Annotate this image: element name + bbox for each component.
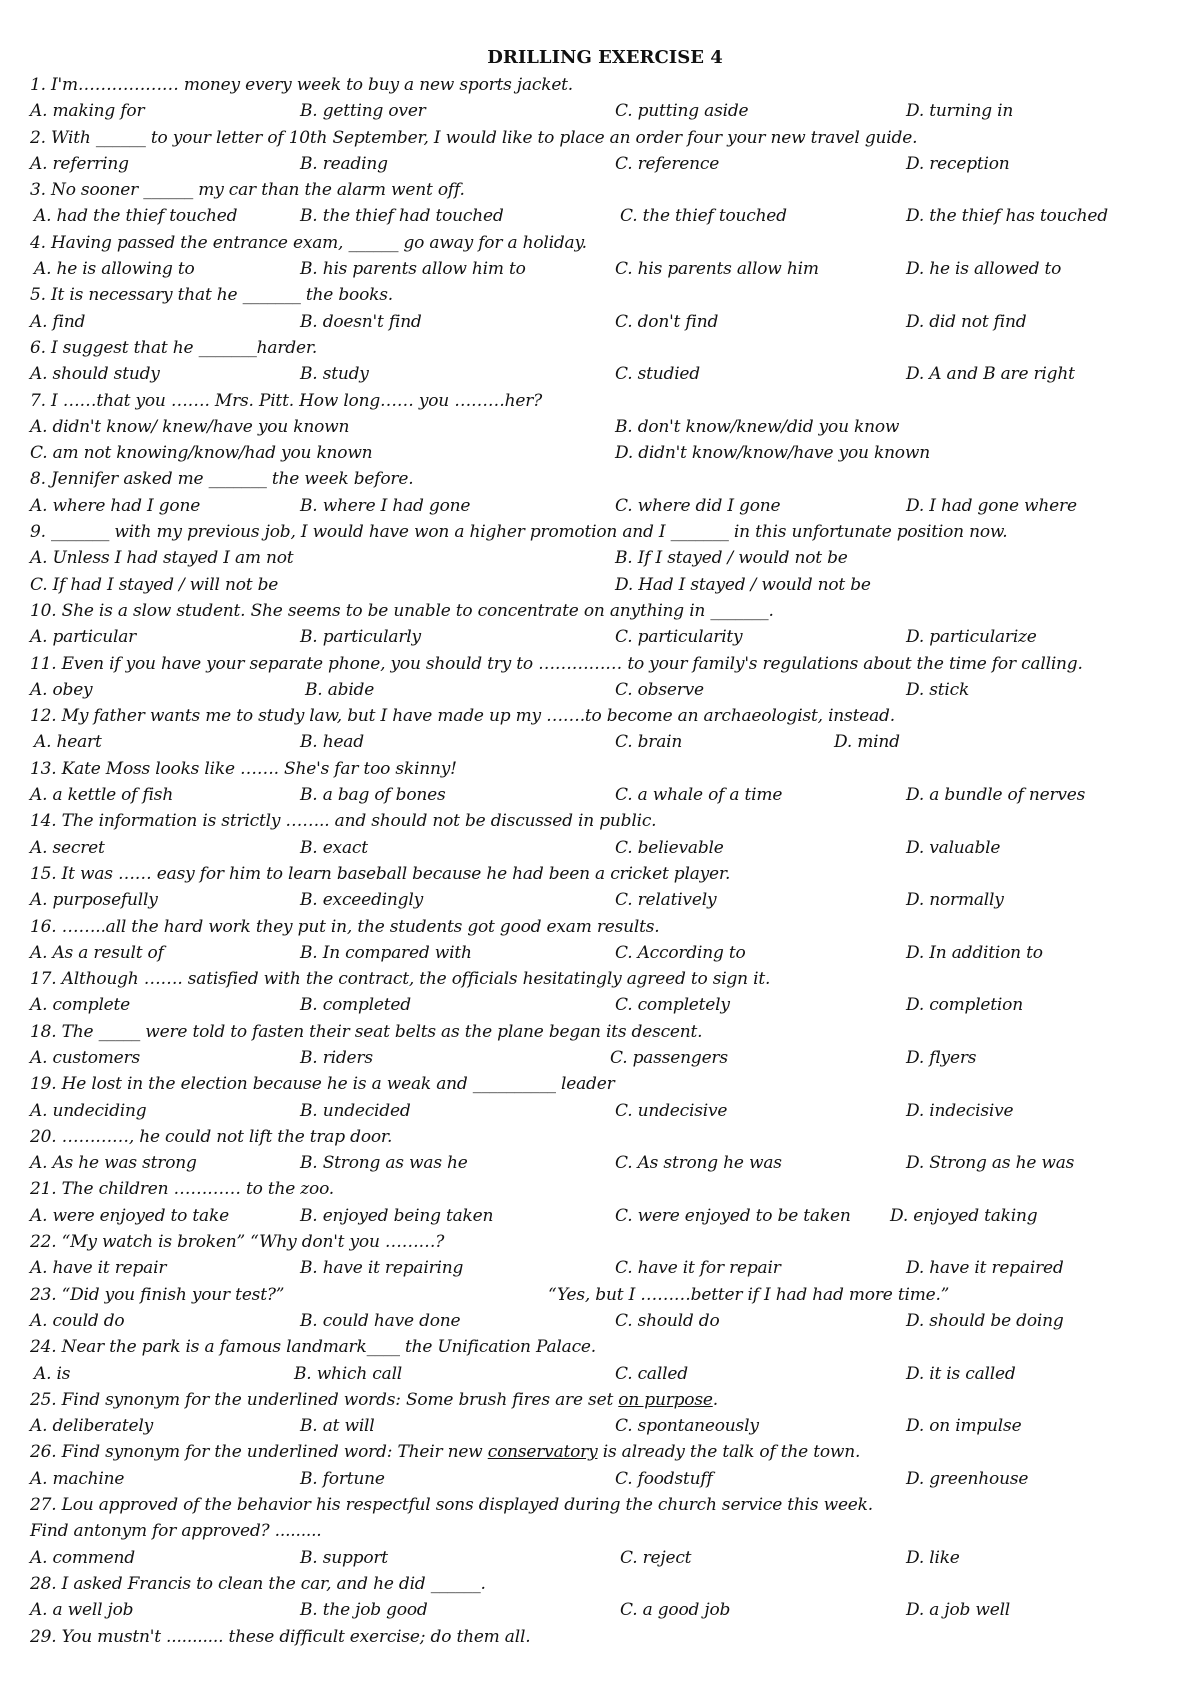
option-a: A. making for — [30, 101, 145, 122]
question-4-stem: 4. Having passed the entrance exam, ______ go away for a holiday. — [30, 232, 587, 253]
option-c: C. the thief touched — [620, 206, 787, 227]
question-17-stem: 17. Although ……. satisfied with the contract, the officials hesitatingly agreed to sign it. — [30, 969, 771, 990]
option-b: B. riders — [300, 1047, 373, 1068]
question-12-options — [30, 729, 1180, 755]
question-9-stem: 9. _______ with my previous job, I would have won a higher promotion and I _______ in this unfortunate position now. — [30, 522, 1008, 543]
option-b: B. support — [300, 1547, 388, 1568]
question-2-options — [30, 151, 1180, 177]
option-b: B. exact — [300, 837, 368, 858]
question-13-options — [30, 782, 1180, 808]
option-c: C. have it for repair — [615, 1258, 781, 1279]
question-14-stem: 14. The information is strictly …….. and should not be discussed in public. — [30, 811, 657, 832]
option-d: D. like — [906, 1547, 960, 1568]
option-a: A. Unless I had stayed I am not — [30, 548, 294, 569]
option-b: B. study — [300, 364, 369, 385]
option-a: A. is — [34, 1363, 71, 1384]
option-c: C. passengers — [610, 1047, 728, 1068]
question-19-options — [30, 1098, 1180, 1124]
option-a: A. he is allowing to — [34, 259, 195, 280]
option-d: D. normally — [906, 890, 1004, 911]
question-11-options — [30, 677, 1180, 703]
option-b: B. Strong as was he — [300, 1153, 468, 1174]
option-c: C. am not knowing/know/had you known — [30, 443, 373, 464]
option-d: D. have it repaired — [906, 1258, 1064, 1279]
option-c: C. completely — [615, 995, 730, 1016]
option-d: D. I had gone where — [906, 495, 1077, 516]
question-21-options — [30, 1203, 1180, 1229]
option-a: A. deliberately — [30, 1416, 154, 1437]
option-d: D. didn't know/know/have you known — [615, 443, 930, 464]
stem-text: 25. Find synonym for the underlined words: Some brush fires are set — [30, 1389, 619, 1410]
option-c: C. putting aside — [615, 101, 749, 122]
question-25-options — [30, 1413, 1180, 1439]
option-a: A. were enjoyed to take — [30, 1205, 229, 1226]
question-6-options — [30, 361, 1180, 387]
option-d: D. Had I stayed / would not be — [615, 574, 871, 595]
question-29-stem: 29. You mustn't ........... these difficult exercise; do them all. — [30, 1626, 531, 1647]
option-a: A. secret — [30, 837, 105, 858]
question-1-options — [30, 98, 1180, 124]
option-d: D. reception — [906, 153, 1010, 174]
option-b: B. exceedingly — [300, 890, 423, 911]
option-c: C. relatively — [615, 890, 717, 911]
question-25-stem — [30, 1387, 1180, 1413]
option-a: A. had the thief touched — [34, 206, 238, 227]
option-a: A. could do — [30, 1310, 125, 1331]
question-18-stem: 18. The _____ were told to fasten their seat belts as the plane began its descent. — [30, 1021, 703, 1042]
option-c: C. should do — [615, 1310, 720, 1331]
option-c: C. a good job — [620, 1600, 731, 1621]
question-4-options — [30, 256, 1180, 282]
stem-text-end: is already the talk of the town. — [597, 1442, 861, 1463]
question-26-options — [30, 1466, 1180, 1492]
option-c: C. called — [615, 1363, 688, 1384]
option-b: B. particularly — [300, 627, 421, 648]
option-d: D. did not find — [906, 311, 1027, 332]
question-5-options — [30, 309, 1180, 335]
question-22-stem: 22. “My watch is broken” “Why don't you ………? — [30, 1232, 445, 1253]
option-c: C. believable — [615, 837, 724, 858]
question-20-stem: 20. …………, he could not lift the trap door. — [30, 1126, 393, 1147]
question-3-options — [30, 203, 1180, 229]
option-c: C. spontaneously — [615, 1416, 759, 1437]
option-b: B. abide — [305, 679, 375, 700]
question-23-prompt: 23. “Did you finish your test?” — [30, 1284, 285, 1305]
worksheet-page — [30, 44, 1180, 1650]
option-c: C. studied — [615, 364, 700, 385]
option-b: B. doesn't find — [300, 311, 422, 332]
option-d: D. the thief has touched — [906, 206, 1108, 227]
option-b: B. the job good — [300, 1600, 428, 1621]
question-16-options — [30, 940, 1180, 966]
question-7-stem: 7. I ……that you ……. Mrs. Pitt. How long…… you ………her? — [30, 390, 543, 411]
question-27-options — [30, 1545, 1180, 1571]
option-d: D. A and B are right — [906, 364, 1075, 385]
question-11-stem: 11. Even if you have your separate phone, you should try to …………… to your family's regulations about the time for calling. — [30, 653, 1083, 674]
option-b: B. fortune — [300, 1468, 385, 1489]
question-10-stem: 10. She is a slow student. She seems to be unable to concentrate on anything in _______. — [30, 600, 774, 621]
option-c: C. reject — [620, 1547, 692, 1568]
question-19-stem: 19. He lost in the election because he is a weak and __________ leader — [30, 1074, 615, 1095]
question-6-stem: 6. I suggest that he _______harder. — [30, 337, 318, 358]
question-23-reply: “Yes, but I ………better if I had had more time.” — [548, 1284, 950, 1305]
question-10-options — [30, 624, 1180, 650]
question-9-options-row-2 — [30, 572, 1180, 598]
option-d: D. indecisive — [906, 1100, 1014, 1121]
question-3-stem: 3. No sooner ______ my car than the alarm went off. — [30, 180, 465, 201]
question-1-stem: 1. I'm……………… money every week to buy a new sports jacket. — [30, 75, 574, 95]
question-2-stem: 2. With ______ to your letter of 10th September, I would like to place an order four your new travel guide. — [30, 127, 918, 148]
option-a: A. a well job — [30, 1600, 134, 1621]
option-d: D. turning in — [906, 101, 1014, 122]
option-c: C. undecisive — [615, 1100, 728, 1121]
question-17-options — [30, 992, 1180, 1018]
option-a: A. heart — [34, 732, 102, 753]
option-c: C. were enjoyed to be taken — [615, 1205, 851, 1226]
question-28-options — [30, 1597, 1180, 1623]
option-c: C. observe — [615, 679, 704, 700]
question-16-stem: 16. ……..all the hard work they put in, the students got good exam results. — [30, 916, 660, 937]
question-8-stem: 8. Jennifer asked me _______ the week before. — [30, 469, 414, 490]
option-d: D. flyers — [906, 1047, 977, 1068]
stem-text: 26. Find synonym for the underlined word: Their new — [30, 1442, 488, 1463]
option-b: B. undecided — [300, 1100, 411, 1121]
option-a: A. As a result of — [30, 942, 164, 963]
option-c: C. According to — [615, 942, 746, 963]
question-28-stem: 28. I asked Francis to clean the car, and he did ______. — [30, 1573, 486, 1594]
question-5-stem: 5. It is necessary that he _______ the books. — [30, 285, 393, 306]
question-13-stem: 13. Kate Moss looks like ……. She's far too skinny! — [30, 758, 457, 779]
option-a: A. undeciding — [30, 1100, 147, 1121]
option-d: D. valuable — [906, 837, 1001, 858]
option-c: C. If had I stayed / will not be — [30, 574, 279, 595]
option-b: B. could have done — [300, 1310, 461, 1331]
question-9-options-row-1 — [30, 545, 1180, 571]
option-b: B. don't know/knew/did you know — [615, 416, 900, 437]
option-c: C. brain — [615, 732, 683, 753]
question-7-options-row-1 — [30, 414, 1180, 440]
option-c: C. his parents allow him — [615, 259, 819, 280]
question-7-options-row-2 — [30, 440, 1180, 466]
question-23-stem — [30, 1282, 1180, 1308]
option-d: D. he is allowed to — [906, 259, 1062, 280]
question-23-options — [30, 1308, 1180, 1334]
stem-text-end: . — [712, 1389, 718, 1410]
option-d: D. on impulse — [906, 1416, 1022, 1437]
option-a: A. customers — [30, 1047, 140, 1068]
option-b: B. enjoyed being taken — [300, 1205, 494, 1226]
option-c: C. don't find — [615, 311, 719, 332]
option-d: D. a bundle of nerves — [906, 785, 1086, 806]
option-a: A. should study — [30, 364, 160, 385]
option-b: B. reading — [300, 153, 388, 174]
option-b: B. If I stayed / would not be — [615, 548, 848, 569]
option-d: D. enjoyed taking — [890, 1205, 1038, 1226]
option-a: A. referring — [30, 153, 129, 174]
option-a: A. find — [30, 311, 86, 332]
option-c: C. where did I gone — [615, 495, 781, 516]
option-b: B. getting over — [300, 101, 426, 122]
option-a: A. have it repair — [30, 1258, 167, 1279]
question-14-options — [30, 835, 1180, 861]
option-a: A. complete — [30, 995, 131, 1016]
option-b: B. have it repairing — [300, 1258, 464, 1279]
option-c: C. particularity — [615, 627, 743, 648]
option-c: C. As strong he was — [615, 1153, 782, 1174]
page-title: DRILLING EXERCISE 4 — [487, 47, 723, 68]
question-8-options — [30, 493, 1180, 519]
option-c: C. reference — [615, 153, 720, 174]
option-b: B. where I had gone — [300, 495, 471, 516]
option-b: B. which call — [294, 1363, 403, 1384]
option-a: A. particular — [30, 627, 137, 648]
option-a: A. obey — [30, 679, 93, 700]
option-b: B. completed — [300, 995, 411, 1016]
option-d: D. mind — [834, 732, 900, 753]
question-20-options — [30, 1150, 1180, 1176]
option-d: D. greenhouse — [906, 1468, 1029, 1489]
question-26-stem — [30, 1439, 1180, 1465]
option-d: D. completion — [906, 995, 1023, 1016]
option-b: B. In compared with — [300, 942, 472, 963]
option-b: B. head — [300, 732, 364, 753]
option-b: B. his parents allow him to — [300, 259, 526, 280]
question-21-stem: 21. The children ………… to the zoo. — [30, 1179, 335, 1200]
underlined-phrase: on purpose — [618, 1389, 713, 1410]
option-d: D. should be doing — [906, 1310, 1064, 1331]
option-a: A. As he was strong — [30, 1153, 197, 1174]
question-27-instruction: Find antonym for approved? ......... — [30, 1521, 322, 1542]
option-b: B. at will — [300, 1416, 375, 1437]
option-d: D. stick — [906, 679, 970, 700]
question-18-options — [30, 1045, 1180, 1071]
option-b: B. a bag of bones — [300, 785, 446, 806]
question-12-stem: 12. My father wants me to study law, but I have made up my …….to become an archaeologist, instead. — [30, 706, 895, 727]
option-c: C. foodstuff — [615, 1468, 713, 1489]
option-c: C. a whale of a time — [615, 785, 783, 806]
option-d: D. a job well — [906, 1600, 1011, 1621]
option-a: A. purposefully — [30, 890, 158, 911]
option-a: A. commend — [30, 1547, 135, 1568]
option-a: A. where had I gone — [30, 495, 201, 516]
option-d: D. In addition to — [906, 942, 1043, 963]
option-d: D. particularize — [906, 627, 1037, 648]
underlined-word: conservatory — [487, 1442, 598, 1463]
option-d: D. Strong as he was — [906, 1153, 1075, 1174]
question-24-options — [30, 1361, 1180, 1387]
question-22-options — [30, 1255, 1180, 1281]
option-a: A. a kettle of fish — [30, 785, 174, 806]
option-b: B. the thief had touched — [300, 206, 504, 227]
option-a: A. machine — [30, 1468, 125, 1489]
question-27-stem: 27. Lou approved of the behavior his respectful sons displayed during the church service this week. — [30, 1495, 873, 1516]
question-15-options — [30, 887, 1180, 913]
option-d: D. it is called — [906, 1363, 1016, 1384]
option-a: A. didn't know/ knew/have you known — [30, 416, 350, 437]
question-15-stem: 15. It was …… easy for him to learn baseball because he had been a cricket player. — [30, 863, 731, 884]
question-24-stem: 24. Near the park is a famous landmark____ the Unification Palace. — [30, 1337, 596, 1358]
